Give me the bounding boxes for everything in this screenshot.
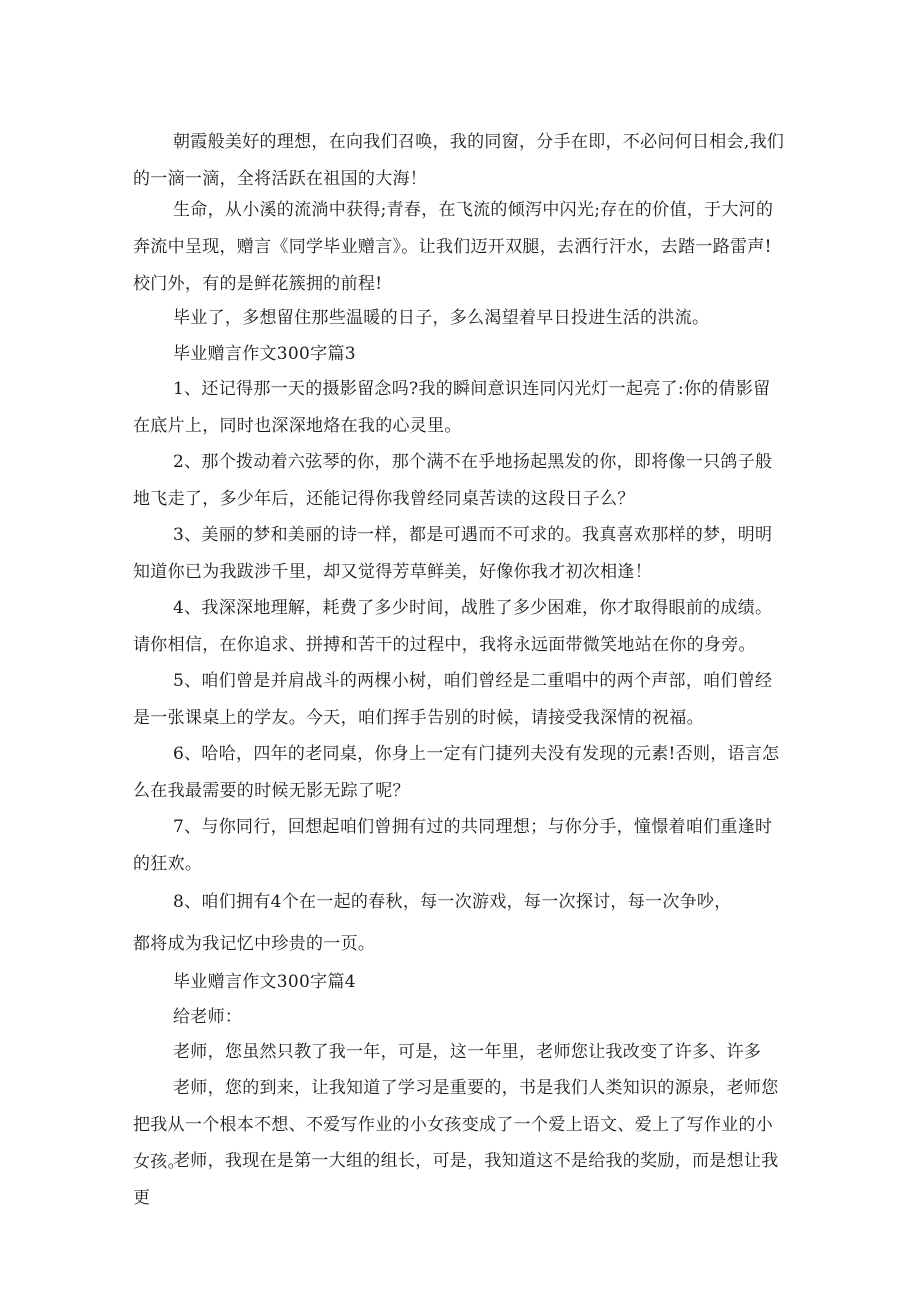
section-heading-3: 毕业赠言作文300字篇3 — [173, 344, 356, 364]
paragraph-3: 毕业了，多想留住那些温暖的日子，多么渴望着早日投进生活的洪流。 — [173, 308, 710, 328]
list-item-1: 1、还记得那一天的摄影留念吗?我的瞬间意识连同闪光灯一起亮了:你的倩影留在底片上，同时也深深地烙在我的心灵里。 — [133, 379, 771, 436]
list-item-4: 4、我深深地理解，耗费了多少时间，战胜了多少困难，你才取得眼前的成绩。请你相信，在你追求、拼搏和苦干的过程中，我将永远面带微笑地站在你的身旁。 — [133, 598, 773, 655]
paragraph-1: 朝霞般美好的理想，在向我们召唤，我的同窗，分手在即，不必问何日相会,我们的一滴一滴，全将活跃在祖国的大海！ — [133, 132, 785, 189]
list-item-6: 6、哈哈，四年的老同桌，你身上一定有门捷列夫没有发现的元素!否则，语言怎么在我最需要的时候无影无踪了呢？ — [133, 744, 780, 801]
list-item-3: 3、美丽的梦和美丽的诗一样，都是可遇而不可求的。我真喜欢那样的梦，明明知道你已为我跋涉千里，却又觉得芳草鲜美，好像你我才初次相逢！ — [133, 525, 773, 582]
list-item-7: 7、与你同行，回想起咱们曾拥有过的共同理想；与你分手，憧憬着咱们重逢时的狂欢。 — [133, 817, 773, 874]
paragraph-2: 生命，从小溪的流淌中获得;青春，在飞流的倾泻中闪光;存在的价值，于大河的奔流中呈现，赠言《同学毕业赠言》。让我们迈开双腿，去洒行汗水，去踏一路雷声!校门外，有的是鲜花簇拥的前程! — [133, 200, 774, 294]
paragraph-teacher-3: 老师，我现在是第一大组的组长，可是，我知道这不是给我的奖励，而是想让我更 — [133, 1151, 779, 1208]
list-item-5: 5、咱们曾是并肩战斗的两棵小树，咱们曾经是二重唱中的两个声部，咱们曾经是一张课桌上的学友。今天，咱们挥手告别的时候，请接受我深情的祝福。 — [133, 671, 773, 728]
list-item-8-continuation: 都将成为我记忆中珍贵的一页。 — [133, 934, 376, 954]
paragraph-teacher-1: 老师，您虽然只教了我一年，可是，这一年里，老师您让我改变了许多、许多 — [173, 1042, 762, 1062]
list-item-2: 2、那个拨动着六弦琴的你，那个满不在乎地扬起黑发的你，即将像一只鸽子般地飞走了，多少年后，还能记得你我曾经同桌苦读的这段日子么？ — [133, 452, 773, 509]
paragraph-teacher-2: 老师，您的到来，让我知道了学习是重要的，书是我们人类知识的源泉，老师您把我从一个根本不想、不爱写作业的小女孩变成了一个爱上语文、爱上了写作业的小女孩。 — [133, 1078, 779, 1172]
list-item-8: 8、咱们拥有4个在一起的春秋，每一次游戏，每一次探讨，每一次争吵， — [173, 892, 732, 912]
section-heading-4: 毕业赠言作文300字篇4 — [173, 972, 356, 992]
salutation: 给老师： — [173, 1007, 243, 1027]
